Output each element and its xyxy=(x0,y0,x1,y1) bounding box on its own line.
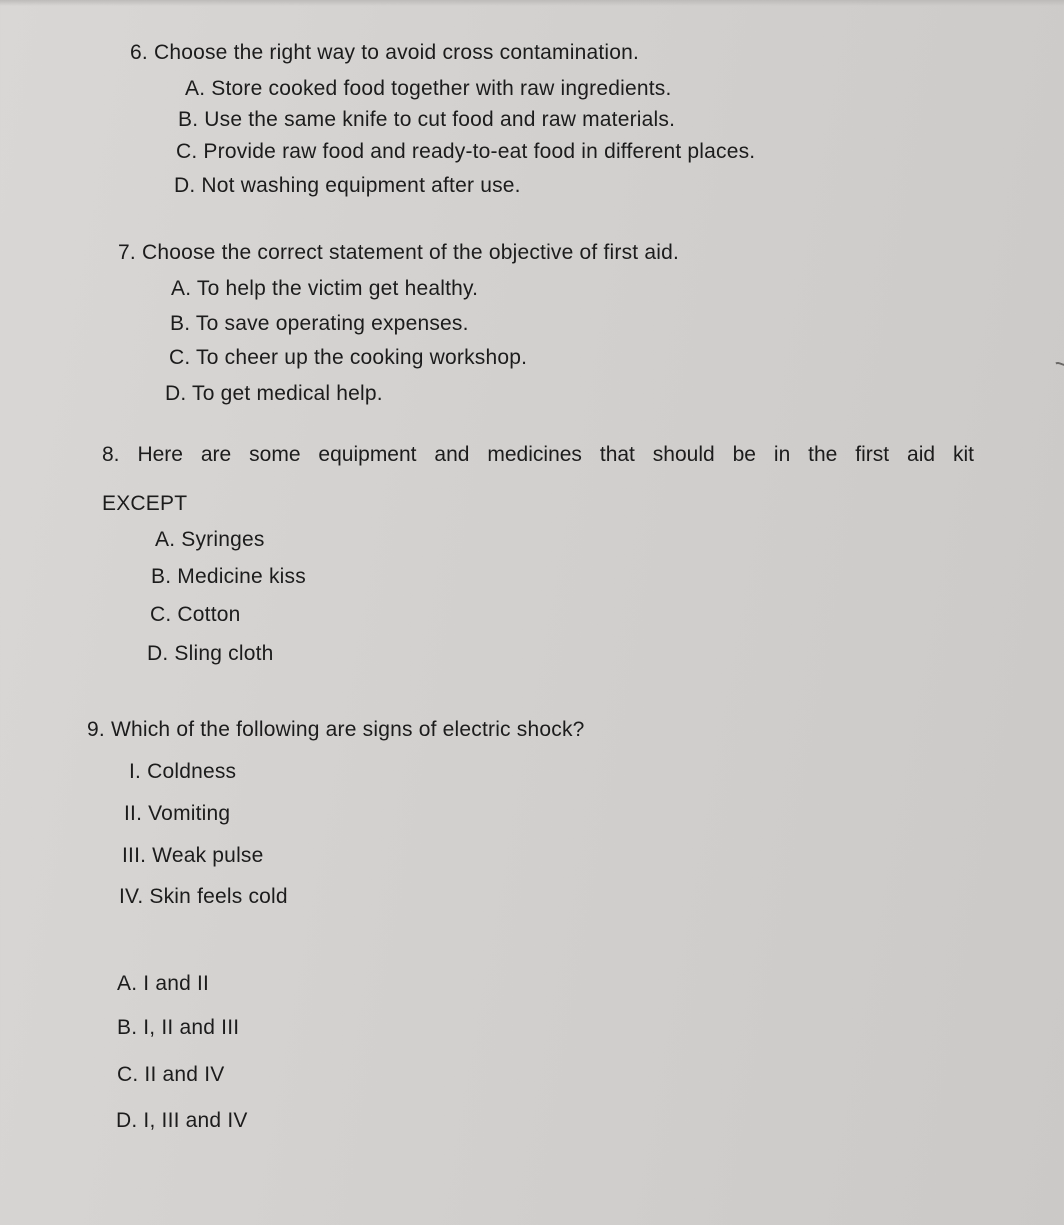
q8-stem-line1: 8. Here are some equipment and medicines that should be in the first aid kit xyxy=(102,443,974,466)
q9-statement-1: I. Coldness xyxy=(129,760,237,783)
q8-option-b: B. Medicine kiss xyxy=(151,565,306,588)
q7-option-a: A. To help the victim get healthy. xyxy=(171,277,479,300)
q7-option-d: D. To get medical help. xyxy=(165,382,383,405)
q7-option-b: B. To save operating expenses. xyxy=(170,312,469,335)
q6-option-c: C. Provide raw food and ready-to-eat food in different places. xyxy=(176,140,756,163)
paper-top-edge xyxy=(0,0,1064,6)
q9-option-c: C. II and IV xyxy=(117,1063,225,1086)
q8-option-a: A. Syringes xyxy=(155,528,265,551)
q6-stem: 6. Choose the right way to avoid cross contamination. xyxy=(130,41,640,64)
q6-option-b: B. Use the same knife to cut food and raw materials. xyxy=(178,108,676,131)
q9-statement-4: IV. Skin feels cold xyxy=(119,885,288,908)
q9-option-b: B. I, II and III xyxy=(117,1016,240,1039)
q7-stem: 7. Choose the correct statement of the objective of first aid. xyxy=(118,241,680,264)
q9-option-d: D. I, III and IV xyxy=(116,1109,248,1132)
q6-option-a: A. Store cooked food together with raw ingredients. xyxy=(185,77,672,100)
pen-mark xyxy=(1050,360,1064,375)
q8-option-d: D. Sling cloth xyxy=(147,642,274,665)
q9-statement-3: III. Weak pulse xyxy=(122,844,264,867)
q6-option-d: D. Not washing equipment after use. xyxy=(174,174,521,197)
q9-option-a: A. I and II xyxy=(117,972,210,995)
q9-stem: 9. Which of the following are signs of electric shock? xyxy=(87,718,585,741)
q8-stem-line2: EXCEPT xyxy=(102,492,188,515)
q7-option-c: C. To cheer up the cooking workshop. xyxy=(169,346,528,369)
q9-statement-2: II. Vomiting xyxy=(124,802,231,825)
q8-option-c: C. Cotton xyxy=(150,603,241,626)
